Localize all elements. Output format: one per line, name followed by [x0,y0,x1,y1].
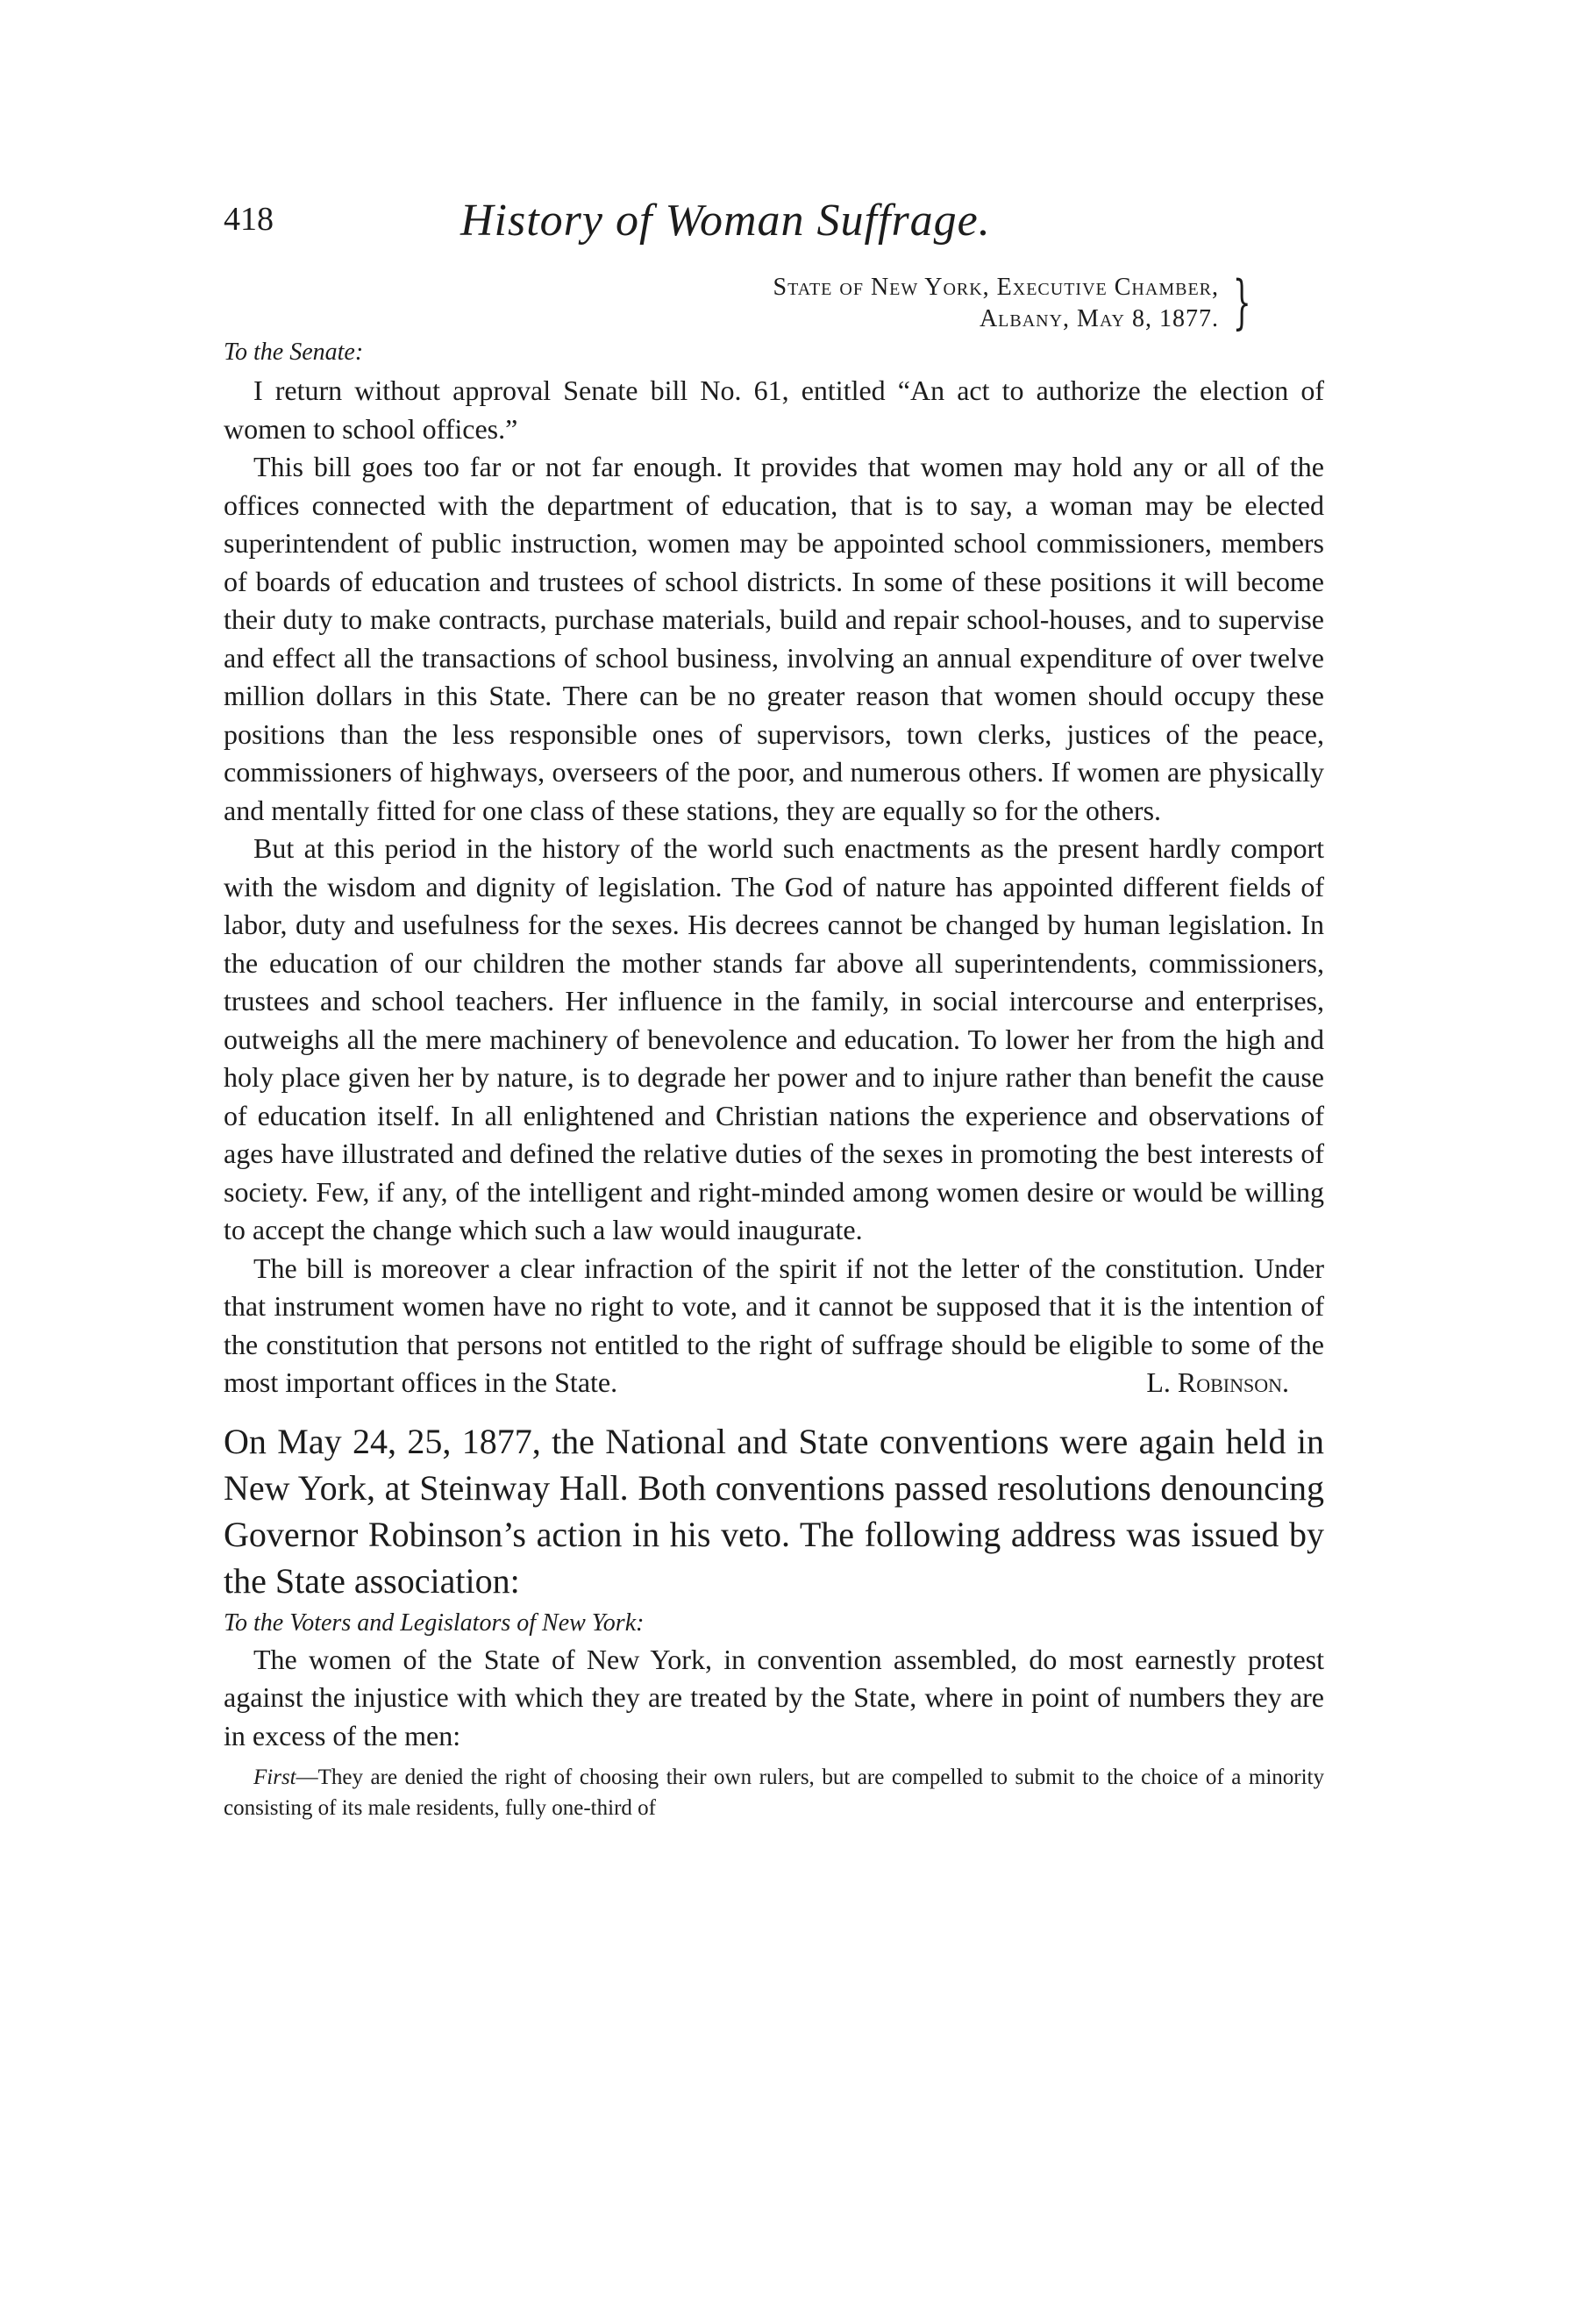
veto-paragraph-4-block [224,1250,1324,1402]
address-first-point [224,1762,1324,1823]
dateline-office: State of New York, Executive Chamber, [773,274,1219,301]
book-page [224,196,1324,1823]
brace-glyph: } [1232,268,1252,336]
first-point-lead: First [253,1765,296,1789]
veto-salutation: To the Senate: [224,339,364,366]
signature: L. Robinson. [1146,1366,1289,1398]
veto-paragraph-3: But at this period in the history of the world such enactments as the present hardly comport with the wisdom and dignity of legislation. The God of nature has appointed different fields of labor, duty and usefulness for the sexes. His decrees cannot be changed by human legislation. In the education of our children the mother stands far above all superintendents, commissioners, trustees and school teachers. Her influence in the family, in social intercourse and enterprises, outweighs all the mere machinery of benevolence and education. To lower her from the high and holy place given her by nature, is to degrade her power and to injure rather than benefit the cause of education itself. In all enlightened and Christian nations the experience and observations of ages have illustrated and defined the relative duties of the sexes in promoting the best interests of society. Few, if any, of the intelligent and right-minded among women desire or would be willing to accept the change which such a law would inaugurate. [224,832,1324,1245]
dateline-place-date: Albany, May 8, 1877. [979,305,1219,332]
veto-paragraph-1: I return without approval Senate bill No. 61, entitled “An act to authorize the election of women to school offices.” [224,374,1324,445]
first-point-text: —They are denied the right of choosing their own rulers, but are compelled to submit to the choice of a minority consisting of its male residents, fully one-third of [224,1765,1324,1820]
book-title: History of Woman Suffrage. [460,196,991,246]
narrative-paragraph: On May 24, 25, 1877, the National and State conventions were again held in New York, at Steinway Hall. Both conventions passed resolutions denouncing Governor Robinson’s action in his veto. The following address was issued by the State association: [224,1421,1324,1601]
page-number: 418 [224,201,274,238]
address-heading: To the Voters and Legislators of New York: [224,1609,645,1637]
veto-paragraph-2: This bill goes too far or not far enough. It provides that women may hold any or all of the offices connected with the department of education, that is to say, a woman may be elected superintendent of public instruction, women may be appointed school commissioners, members of boards of education and trustees of school districts. In some of these positions it will become their duty to make contracts, purchase materials, build and repair school-houses, and to supervise and effect all the transactions of school business, involving an annual expenditure of over twelve million dollars in this State. There can be no greater reason that women should occupy these positions than the less responsible ones of supervisors, town clerks, justices of the peace, commissioners of highways, overseers of the poor, and numerous others. If women are physically and mentally fitted for one class of these stations, they are equally so for the others. [224,451,1324,826]
address-paragraph: The women of the State of New York, in convention assembled, do most earnestly protest against the injustice with which they are treated by the State, where in point of numbers they are in excess of the men: [224,1643,1324,1751]
veto-paragraph-4: The bill is moreover a clear infraction of the spirit if not the letter of the constitution. Under that instrument women have no right to vote, and it cannot be supposed that it is the intention of the constitution that persons not entitled to the right of suffrage should be eligible to some of the most important offices in the State. [224,1252,1324,1398]
dateline [224,268,1324,336]
running-head [224,196,1324,263]
